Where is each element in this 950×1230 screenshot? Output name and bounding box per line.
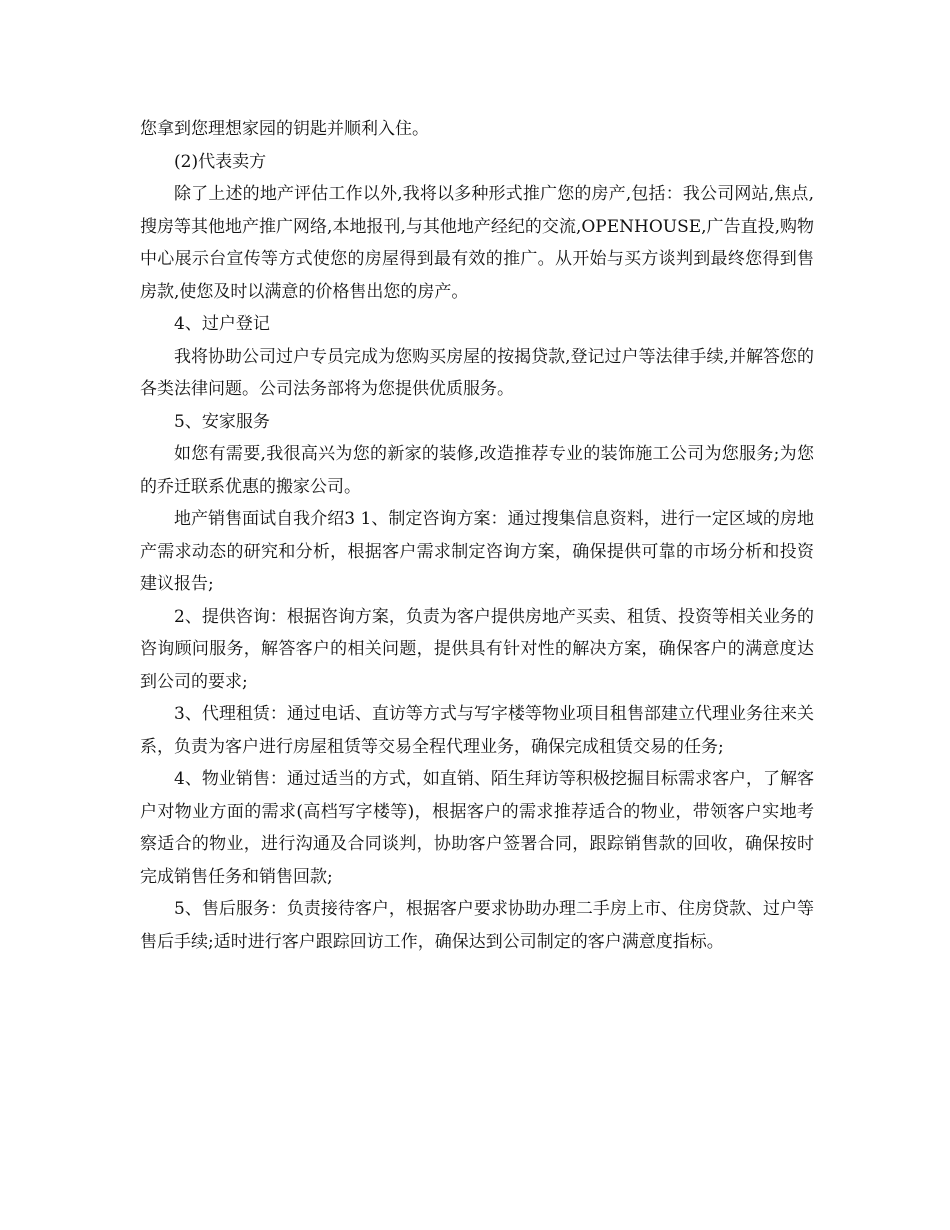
- paragraph-11: 4、物业销售：通过适当的方式，如直销、陌生拜访等积极挖掘目标需求客户，了解客户对物业方面的需求(高档写字楼等)，根据客户的需求推荐适合的物业，带领客户实地考察适合的物业，进行沟通及合同谈判，协助客户签署合同，跟踪销售款的回收，确保按时完成销售任务和销售回款;: [140, 769, 814, 887]
- document-body: [140, 113, 814, 958]
- paragraph-7: 如您有需要,我很高兴为您的新家的装修,改造推荐专业的装饰施工公司为您服务;为您的乔迁联系优惠的搬家公司。: [140, 444, 814, 497]
- paragraph-4-heading: 4、过户登记: [174, 314, 270, 334]
- paragraph-3: 除了上述的地产评估工作以外,我将以多种形式推广您的房产,包括：我公司网站,焦点,搜房等其他地产推广网络,本地报刊,与其他地产经纪的交流,OPENHOUSE,广告直投,购物中心展示台宣传等方式使您的房屋得到最有效的推广。从开始与买方谈判到最终您得到售房款,使您及时以满意的价格售出您的房产。: [140, 184, 814, 302]
- paragraph-2-heading: (2)代表卖方: [174, 151, 267, 172]
- paragraph-8: 地产销售面试自我介绍3 1、制定咨询方案：通过搜集信息资料，进行一定区域的房地产需求动态的研究和分析，根据客户需求制定咨询方案，确保提供可靠的市场分析和投资建议报告;: [140, 509, 814, 594]
- paragraph-5: 我将协助公司过户专员完成为您购买房屋的按揭贷款,登记过户等法律手续,并解答您的各类法律问题。公司法务部将为您提供优质服务。: [140, 346, 814, 399]
- paragraph-9: 2、提供咨询：根据咨询方案，负责为客户提供房地产买卖、租赁、投资等相关业务的咨询顾问服务，解答客户的相关问题，提供具有针对性的解决方案，确保客户的满意度达到公司的要求;: [140, 606, 814, 692]
- paragraph-1: 您拿到您理想家园的钥匙并顺利入住。: [140, 119, 429, 139]
- paragraph-10: 3、代理租赁：通过电话、直访等方式与写字楼等物业项目租售部建立代理业务往来关系，负责为客户进行房屋租赁等交易全程代理业务，确保完成租赁交易的任务;: [140, 704, 814, 757]
- paragraph-6-heading: 5、安家服务: [174, 411, 270, 432]
- paragraph-12: 5、售后服务：负责接待客户，根据客户要求协助办理二手房上市、住房贷款、过户等售后手续;适时进行客户跟踪回访工作，确保达到公司制定的客户满意度指标。: [140, 899, 814, 952]
